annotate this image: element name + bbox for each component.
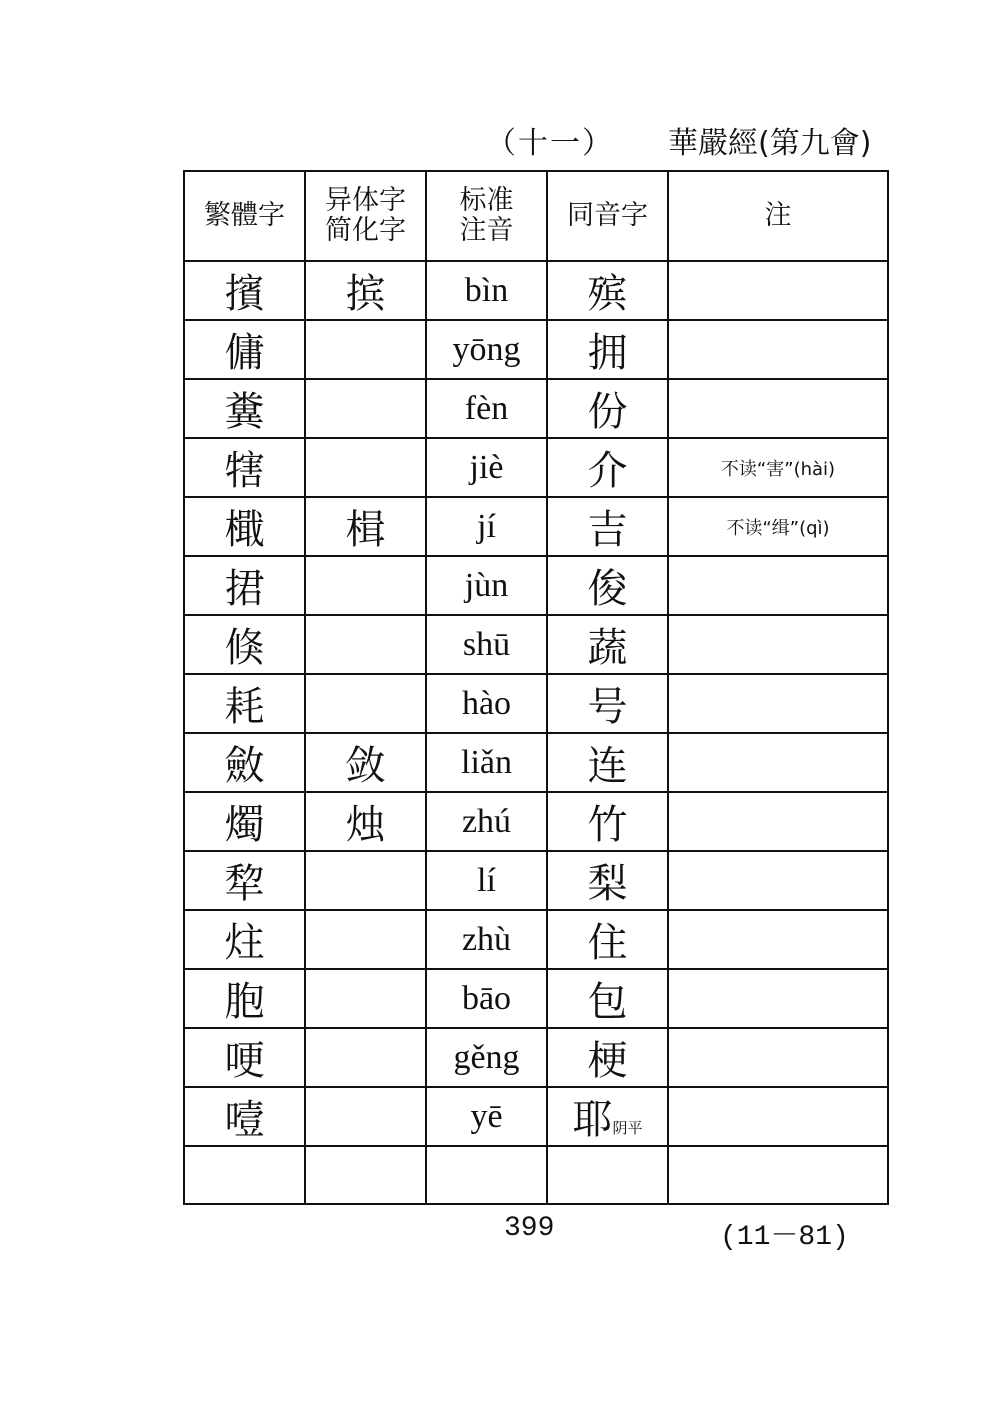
note-cell [668, 438, 888, 497]
traditional-char-cell-text: 耗 [224, 684, 265, 730]
pronunciation-table [183, 170, 889, 1205]
pinyin-cell-text: zhú [461, 802, 512, 840]
note-cell [668, 1087, 888, 1146]
note-cell-text: 不读“害”(hài) [720, 458, 836, 480]
traditional-char-cell-text: 糞 [224, 389, 265, 435]
pinyin-cell [426, 261, 547, 320]
table-row [184, 792, 888, 851]
pinyin-cell [426, 851, 547, 910]
table-row [184, 1087, 888, 1146]
table-row [184, 320, 888, 379]
homophone-cell [547, 969, 668, 1028]
traditional-char-cell [184, 851, 305, 910]
page-code: (11－81) [720, 1222, 849, 1253]
pinyin-cell [426, 379, 547, 438]
homophone-cell [547, 674, 668, 733]
traditional-char-cell [184, 379, 305, 438]
homophone-cell [547, 1028, 668, 1087]
table-row [184, 615, 888, 674]
section-number: （十一） [486, 126, 614, 161]
homophone-cell-text: 包 [587, 979, 628, 1025]
traditional-char-cell [184, 438, 305, 497]
homophone-cell-text: 梨 [587, 861, 628, 907]
homophone-cell [547, 1087, 668, 1146]
traditional-char-cell [184, 615, 305, 674]
note-cell [668, 851, 888, 910]
simplified-char-cell [305, 261, 426, 320]
homophone-cell [547, 320, 668, 379]
note-cell [668, 969, 888, 1028]
homophone-cell [547, 497, 668, 556]
pinyin-cell [426, 792, 547, 851]
homophone-cell [547, 733, 668, 792]
pinyin-cell-text: bāo [461, 979, 512, 1017]
table-row [184, 379, 888, 438]
homophone-cell [547, 792, 668, 851]
simplified-char-cell [305, 1087, 426, 1146]
traditional-char-cell-text: 犗 [224, 448, 265, 494]
pinyin-cell-text: jí [477, 507, 496, 545]
homophone-cell-text: 份 [587, 389, 628, 435]
pinyin-cell [426, 910, 547, 969]
homophone-cell [547, 910, 668, 969]
pinyin-cell-text: bìn [464, 271, 509, 309]
simplified-char-cell [305, 615, 426, 674]
table-row [184, 556, 888, 615]
traditional-char-cell-text: 胞 [224, 979, 265, 1025]
traditional-char-cell [184, 261, 305, 320]
homophone-cell [547, 1146, 668, 1204]
pinyin-cell [426, 320, 547, 379]
traditional-char-cell [184, 674, 305, 733]
traditional-char-cell-text: 燭 [224, 802, 265, 848]
table-row [184, 1146, 888, 1204]
note-cell [668, 733, 888, 792]
traditional-char-cell-text: 檝 [224, 507, 265, 553]
homophone-cell [547, 851, 668, 910]
homophone-cell [547, 438, 668, 497]
traditional-char-cell [184, 910, 305, 969]
simplified-char-cell-text: 敛 [345, 743, 386, 789]
pinyin-cell [426, 1087, 547, 1146]
pinyin-cell-text: shū [462, 625, 511, 663]
traditional-char-cell-text: 捃 [224, 566, 265, 612]
traditional-char-cell [184, 792, 305, 851]
simplified-char-cell [305, 969, 426, 1028]
tone-tag: 阴平 [612, 1119, 643, 1137]
simplified-char-cell [305, 497, 426, 556]
simplified-char-cell-text: 楫 [345, 507, 386, 553]
homophone-cell [547, 556, 668, 615]
homophone-cell-text: 介 [587, 448, 628, 494]
note-cell [668, 1028, 888, 1087]
note-cell [668, 379, 888, 438]
pinyin-cell-text: fèn [464, 389, 509, 427]
traditional-char-cell-text: 倏 [224, 625, 265, 671]
note-cell [668, 320, 888, 379]
homophone-cell-text: 蔬 [587, 625, 628, 671]
pinyin-cell-text: lí [477, 861, 496, 899]
homophone-cell-text: 拥 [587, 330, 628, 376]
simplified-char-cell [305, 792, 426, 851]
homophone-cell-text: 连 [587, 743, 628, 789]
traditional-char-cell-text: 炷 [224, 920, 265, 966]
traditional-char-cell [184, 497, 305, 556]
note-cell [668, 615, 888, 674]
traditional-char-cell-text: 哽 [224, 1038, 265, 1084]
note-cell [668, 556, 888, 615]
simplified-char-cell [305, 910, 426, 969]
homophone-cell-text: 吉 [587, 507, 628, 553]
table-row [184, 497, 888, 556]
homophone-cell-text: 梗 [587, 1038, 628, 1084]
pinyin-cell [426, 1028, 547, 1087]
traditional-char-cell [184, 556, 305, 615]
homophone-cell [547, 615, 668, 674]
pinyin-cell [426, 556, 547, 615]
column-header-note: 注 [668, 171, 888, 261]
pinyin-cell [426, 615, 547, 674]
homophone-cell-text: 殡 [587, 271, 628, 317]
pinyin-cell-text: liǎn [461, 743, 512, 781]
simplified-char-cell [305, 851, 426, 910]
simplified-char-cell-text: 烛 [345, 802, 386, 848]
note-cell-text: 不读“缉”(qì) [726, 517, 830, 539]
pinyin-cell [426, 438, 547, 497]
pinyin-cell-text: jiè [469, 448, 504, 486]
homophone-cell [547, 379, 668, 438]
homophone-cell-text: 耶 [572, 1097, 613, 1143]
pinyin-cell [426, 969, 547, 1028]
pinyin-cell [426, 674, 547, 733]
pinyin-cell [426, 733, 547, 792]
column-header-traditional: 繁體字 [184, 171, 305, 261]
table-header-row [184, 171, 888, 261]
traditional-char-cell-text: 擯 [224, 271, 265, 317]
pinyin-cell [426, 497, 547, 556]
traditional-char-cell [184, 733, 305, 792]
simplified-char-cell [305, 320, 426, 379]
traditional-char-cell-text: 斂 [224, 743, 265, 789]
pinyin-cell-text: gěng [453, 1038, 520, 1076]
table-body [184, 261, 888, 1204]
note-cell [668, 261, 888, 320]
traditional-char-cell [184, 1087, 305, 1146]
note-cell [668, 910, 888, 969]
table-row [184, 261, 888, 320]
homophone-cell-text: 号 [587, 684, 628, 730]
homophone-cell-text: 竹 [587, 802, 628, 848]
homophone-cell [547, 261, 668, 320]
note-cell [668, 1146, 888, 1204]
traditional-char-cell [184, 969, 305, 1028]
table-row [184, 969, 888, 1028]
note-cell [668, 497, 888, 556]
simplified-char-cell [305, 733, 426, 792]
column-header-variant-simplified: 异体字 简化字 [305, 171, 426, 261]
traditional-char-cell-text: 犂 [224, 861, 265, 907]
simplified-char-cell-text: 摈 [345, 271, 386, 317]
simplified-char-cell [305, 674, 426, 733]
table-row [184, 674, 888, 733]
pinyin-cell-text: zhù [461, 920, 512, 958]
page-number: 399 [504, 1213, 555, 1244]
table-row [184, 438, 888, 497]
simplified-char-cell [305, 379, 426, 438]
column-header-pinyin: 标准 注音 [426, 171, 547, 261]
sutra-title: 華嚴經(第九會) [668, 126, 872, 161]
column-header-homophone: 同音字 [547, 171, 668, 261]
pinyin-cell-text: hào [461, 684, 512, 722]
simplified-char-cell [305, 438, 426, 497]
table-row [184, 910, 888, 969]
table-row [184, 1028, 888, 1087]
homophone-cell-text: 俊 [587, 566, 628, 612]
traditional-char-cell [184, 320, 305, 379]
table-row [184, 851, 888, 910]
homophone-cell-text: 住 [587, 920, 628, 966]
note-cell [668, 792, 888, 851]
traditional-char-cell-text: 噎 [224, 1097, 265, 1143]
simplified-char-cell [305, 556, 426, 615]
table-row [184, 733, 888, 792]
pinyin-cell-text: jùn [464, 566, 509, 604]
simplified-char-cell [305, 1146, 426, 1204]
pinyin-cell [426, 1146, 547, 1204]
traditional-char-cell [184, 1028, 305, 1087]
traditional-char-cell [184, 1146, 305, 1204]
pinyin-cell-text: yē [470, 1097, 503, 1135]
simplified-char-cell [305, 1028, 426, 1087]
pinyin-cell-text: yōng [452, 330, 521, 368]
note-cell [668, 674, 888, 733]
traditional-char-cell-text: 傭 [224, 330, 265, 376]
